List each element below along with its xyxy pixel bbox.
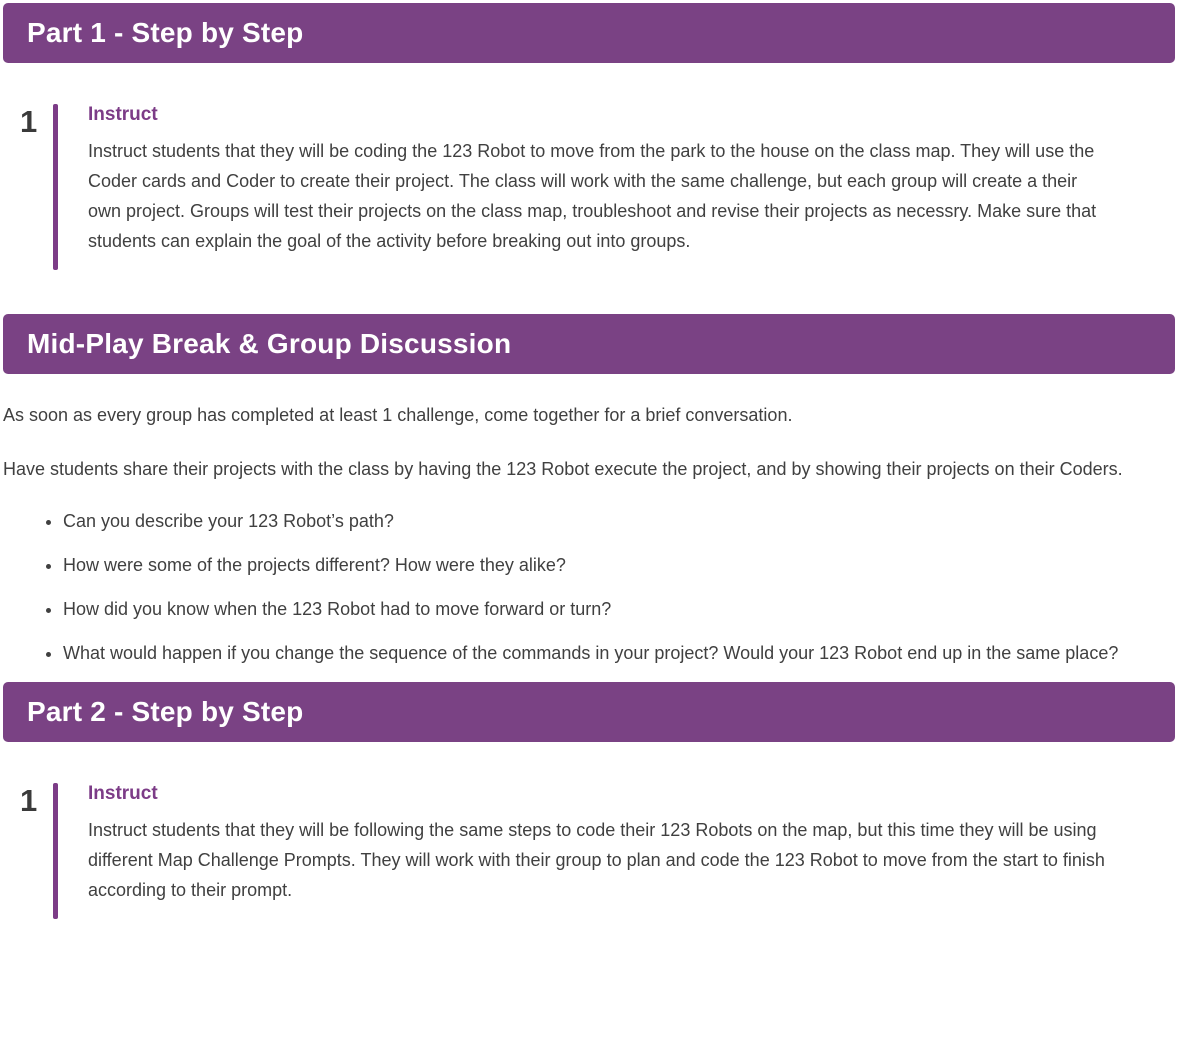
part2-header-title: Part 2 - Step by Step — [27, 696, 304, 727]
discussion-question: • How did you know when the 123 Robot had to move forward or turn? — [63, 594, 1183, 624]
step-title: Instruct — [88, 104, 158, 125]
discussion-question: • How were some of the projects different? How were they alike? — [63, 550, 1183, 580]
step-number: 1 — [20, 104, 38, 139]
part2-step-1 — [20, 783, 1143, 919]
step-content — [88, 783, 1108, 919]
step-body-text: Instruct students that they will be following the same steps to code their 123 Robots on the map, but this time they will be using different Map Challenge Prompts. They will work with their group to plan and code the 123 Robot to move from the start to finish according to their prompt. — [88, 820, 1105, 900]
midplay-header-banner — [3, 314, 1175, 374]
step-content — [88, 104, 1108, 270]
midplay-intro-paragraph: As soon as every group has completed at least 1 challenge, come together for a brief conversation. — [3, 405, 793, 425]
part1-header-title: Part 1 - Step by Step — [27, 17, 304, 48]
part2-header-banner — [3, 682, 1175, 742]
discussion-question-list — [0, 506, 1183, 668]
step-accent-bar — [53, 783, 58, 919]
part1-step-1 — [20, 104, 1143, 270]
part2-section — [0, 682, 1183, 919]
discussion-question: • What would happen if you change the sequence of the commands in your project? Would your 123 Robot end up in the same place? — [63, 638, 1183, 668]
part1-section — [0, 3, 1183, 270]
midplay-section — [0, 314, 1183, 668]
discussion-question: • Can you describe your 123 Robot’s path? — [63, 506, 1183, 536]
part1-header-banner — [3, 3, 1175, 63]
step-number: 1 — [20, 783, 38, 818]
midplay-share-paragraph: Have students share their projects with the class by having the 123 Robot execute the project, and by showing their projects on their Coders. — [3, 459, 1123, 479]
midplay-header-title: Mid-Play Break & Group Discussion — [27, 328, 512, 359]
lesson-page — [0, 3, 1183, 919]
step-body-text: Instruct students that they will be coding the 123 Robot to move from the park to the house on the class map. They will use the Coder cards and Coder to create their project. The class will work with the same challenge, but each group will create a their own project. Groups will test their projects on the class map, troubleshoot and revise their projects as necessry. Make sure that students can explain the goal of the activity before breaking out into groups. — [88, 141, 1097, 251]
step-title: Instruct — [88, 783, 158, 804]
step-accent-bar — [53, 104, 58, 270]
